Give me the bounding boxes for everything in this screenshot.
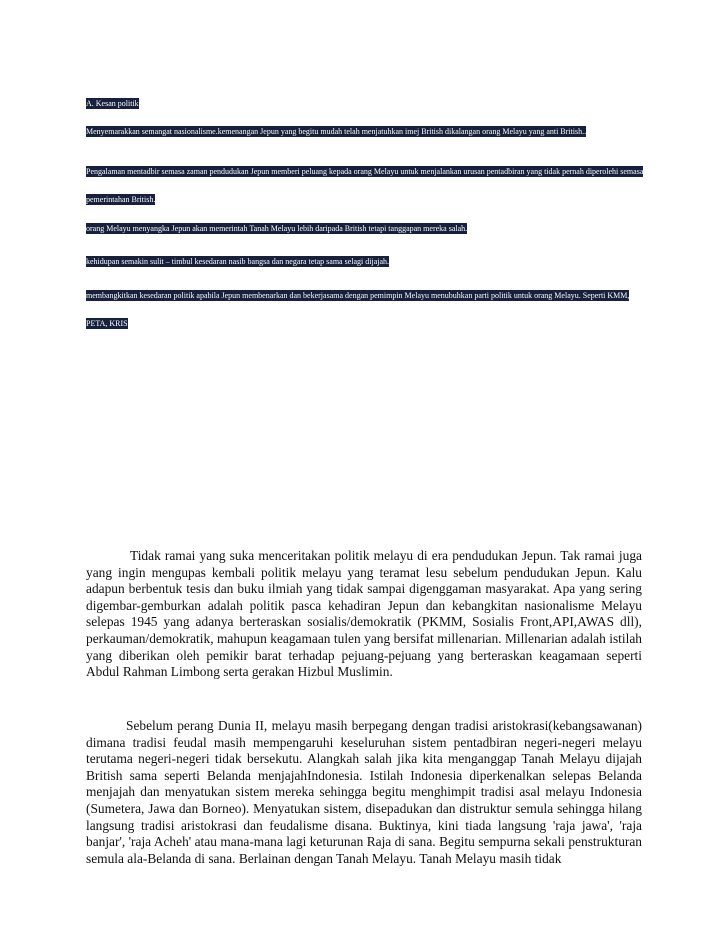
note-line-1: Menyemarakkan semangat nasionalisme.kemenangan Jepun yang begitu mudah telah menjatuhkan imej British dikalangan orang Melayu yang anti British.. [86, 127, 587, 136]
note-line-7: PETA, KRIS [86, 319, 128, 328]
note-line-4: orang Melayu menyangka Jepun akan memerintah Tanah Melayu lebih daripada British tetapi tanggapan mereka salah. [86, 224, 468, 233]
paragraph-1-text: Tidak ramai yang suka menceritakan politik melayu di era pendudukan Jepun. Tak ramai juga yang ingin mengupas kembali politik melayu yang teramat lesu sebelum pendudukan Jepun. Kalu adapun berbentuk tesis dan buku ilmiah yang tidak sampai digenggaman masyarakat. Apa yang sering digembar-gemburkan adalah politik pasca kehadiran Jepun dan kebangkitan nasionalisme Melayu selepas 1945 yang adanya berteraskan sosialis/demokratik (PKMM, Sosialis Front,API,AWAS dll), perkauman/demokratik, mahupun keagamaan tulen yang bersifat millenarian. Millenarian adalah istilah yang diberikan oleh pemikir barat terhadap pejuang-pejuang yang berteraskan keagamaan seperti Abdul Rahman Limbong serta gerakan Hizbul Muslimin. [86, 548, 642, 680]
body-paragraph-1 [86, 548, 642, 681]
note-line-5: kehidupan semakin sulit – timbul kesedaran nasib bangsa dan negara tetap sama selagi dijajah. [86, 257, 390, 266]
body-paragraph-2 [86, 718, 642, 867]
note-line-2: Pengalaman mentadbir semasa zaman pendudukan Jepun memberi peluang kepada orang Melayu untuk menjalankan urusan pentadbiran yang tidak pernah diperolehi semasa [86, 167, 644, 176]
notes-heading: A. Kesan politik [86, 99, 139, 108]
paragraph-2-text: Sebelum perang Dunia II, melayu masih berpegang dengan tradisi aristokrasi(kebangsawanan) dimana tradisi feudal masih mempengaruhi keseluruhan sistem pentadbiran negeri-negeri melayu terutama negeri-negeri tidak bersekutu. Alangkah salah jika kita menganggap Tanah Melayu dijajah British sama seperti Belanda menjajahIndonesia. Istilah Indonesia diperkenalkan selepas Belanda menjajah dan menyatukan sistem mereka sehingga begitu menghimpit tradisi asal melayu Indonesia (Sumetera, Jawa dan Borneo). Menyatukan sistem, disepadukan dan distruktur semula sehingga hilang langsung tradisi aristokrasi dan feudalisme disana. Buktinya, kini tiada langsung 'raja jawa', 'raja banjar', 'raja Acheh' atau mana-mana lagi keturunan Raja di sana. Begitu sempurna sekali penstrukturan semula ala-Belanda di sana. Berlainan dengan Tanah Melayu. Tanah Melayu masih tidak [86, 718, 642, 866]
note-line-3: pemerintahan British. [86, 195, 156, 204]
note-line-6: membangkitkan kesedaran politik apabila Jepun membenarkan dan bekerjasama dengan pemimpin Melayu menubuhkan parti politik untuk orang Melayu. Seperti KMM, [86, 291, 630, 300]
